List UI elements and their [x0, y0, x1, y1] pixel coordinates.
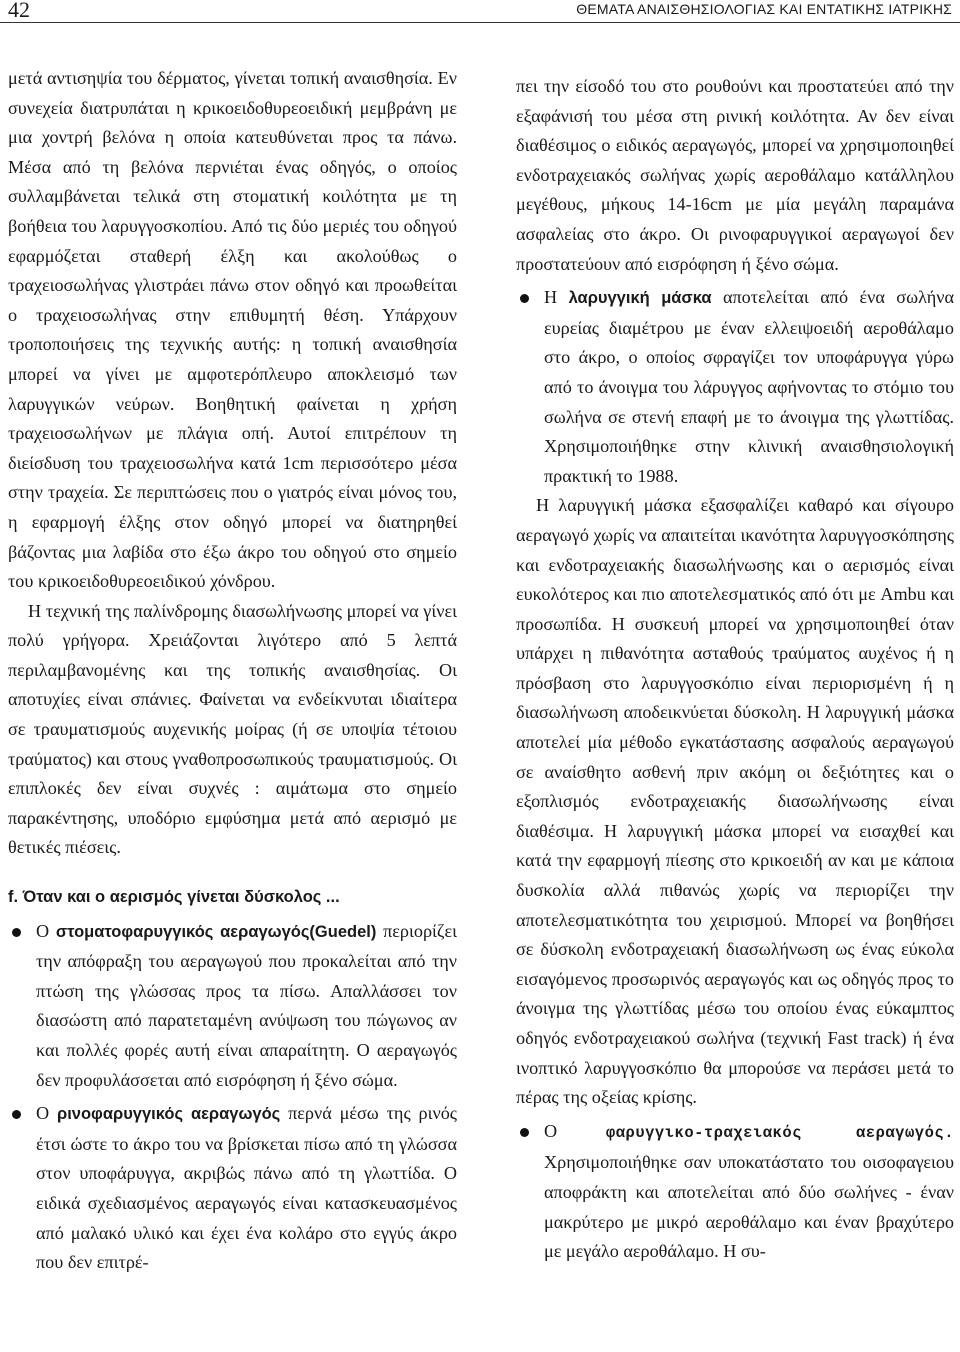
bullet-icon — [520, 1128, 529, 1137]
left-paragraph-2: Η τεχνική της παλίνδρομης διασωλήνωσης μπορεί να γίνει πολύ γρήγορα. Χρειάζονται λιγότερο από 5 λεπτά περιλαμβανομένης και της τοπικής αναισθησίας. Οι αποτυχίες είναι σπάνιες. Φαίνεται να ενδείκνυται ιδιαίτερα σε τραυματισμούς αυχενικής μοίρας (ή σε υποψία τέτοιου τραύματος) και στους γναθοπροσωπικούς τραυματισμούς. Οι επιπλοκές δεν είναι συχνές : αιμάτωμα στο σημείο παρακέντησης, υποδόριο εμφύσημα μετά από αερισμό με θετικές πιέσεις. — [8, 600, 457, 858]
running-title: ΘΕΜΑΤΑ ΑΝΑΙΣΘΗΣΙΟΛΟΓΙΑΣ ΚΑΙ ΕΝΤΑΤΙΚΗΣ ΙΑΤΡΙΚΗΣ — [576, 1, 952, 17]
bullet-prefix: Ο — [36, 1103, 50, 1124]
bullet-term: ρινοφαρυγγικός αεραγωγός — [57, 1105, 281, 1124]
bullet-text: περιορίζει την απόφραξη του αεραγωγού που προκαλείται από την πτώση της γλώσσας προς τα πίσω. Απαλλάσσει τον διασώστη από παρατεταμένη ανύψωση του πώγωνος αν και πολλές φορές αυτή είναι απαραίτητη. Ο αεραγωγός δεν προφυλάσσεται από εισρόφηση ή ξένο σώμα. — [36, 920, 457, 1090]
bullet-prefix: Ο — [36, 920, 50, 941]
section-heading: f. Όταν και ο αερισμός γίνεται δύσκολος ... — [8, 888, 340, 907]
left-paragraph-1: μετά αντισηψία του δέρματος, γίνεται τοπική αναισθησία. Εν συνεχεία διατρυπάται η κρικοειδοθυρεοειδική μεμβράνη με μια χοντρή βελόνα η οποία κατευθύνεται προς τα πάνω. Μέσα από τη βελόνα περνιέται ένας οδηγός, ο οποίος συλλαμβάνεται τελικά στη στοματική κοιλότητα με τη βοήθεια του λαρυγγοσκοπίου. Από τις δύο μεριές του οδηγού εφαρμόζεται σταθερή έλξη και ακολούθως ο τραχειοσωλήνας γλιστράει πάνω στον οδηγό και προωθείται ο τραχειοσωλήνας στην επιθυμητή θέση. Υπάρχουν τροποποιήσεις της τεχνικής αυτής: η τοπική αναισθησία μπορεί να γίνει με αμφοτερόπλευρο αποκλεισμό των λαρυγγικών νεύρων. Βοηθητική φαίνεται η χρήση τραχειοσωλήνων με πλάγια οπή. Αυτοί επιτρέπουν τη διείσδυση του τραχειοσωλήνα κατά 1cm περισσότερο μέσα στην τραχεία. Σε περιπτώσεις που ο γιατρός είναι μόνος του, η εφαρμογή έλξης στον οδηγό μπορεί να διατηρηθεί βάζοντας μια λαβίδα στο έξω άκρο του οδηγού στο σημείο του κρικοειδοθυρεοειδικού χόνδρου. — [8, 68, 457, 592]
right-column — [516, 72, 954, 1267]
bullet-term: στοματοφαρυγγικός αεραγωγός(Guedel) — [55, 922, 377, 941]
left-column — [8, 64, 457, 1278]
header-rule — [0, 22, 960, 23]
bullet-prefix: Ο — [544, 1120, 558, 1141]
bullet-term: λαρυγγική μάσκα — [568, 289, 712, 308]
bullet-nasopharyngeal — [8, 1099, 457, 1278]
bullet-pharyngotracheal — [516, 1117, 954, 1267]
bullet-term: φαρυγγικο-τραχειακός αεραγωγός. — [605, 1123, 954, 1142]
bullet-icon — [12, 928, 21, 937]
page-number: 42 — [8, 0, 30, 22]
bullet-text: Χρησιμοποιήθηκε σαν υποκατάστατο του οισοφαγειου αποφράκτη και αποτελείται από δύο σωλήνες - έναν μακρύτερο με μικρό αεροθάλαμο και έναν βραχύτερο με μεγάλο αεροθάλαμο. Η συ- — [544, 1152, 954, 1262]
bullet-icon — [12, 1110, 21, 1119]
right-paragraph-1: πει την είσοδό του στο ρουθούνι και προστατεύει από την εξαφάνισή του μέσα στη ρινική κοιλότητα. Αν δεν είναι διαθέσιμος ο ειδικός αεραγωγός, μπορεί να χρησιμοποιηθεί ενδοτραχειακός σωλήνας χωρίς αεροθάλαμο κατάλληλου μεγέθους, μήκους 14-16cm με μία μεγάλη παραμάνα ασφαλείας στο άκρο. Οι ρινοφαρυγγικοί αεραγωγοί δεν προστατεύουν από εισρόφηση ή ξένο σώμα. — [516, 76, 954, 274]
right-paragraph-2: Η λαρυγγική μάσκα εξασφαλίζει καθαρό και σίγουρο αεραγωγό χωρίς να απαιτείται ικανότητα λαρυγγοσκόπησης και ενδοτραχειακής διασωλήνωσης και ο αερισμός είναι ευκολότερος και πιο αποτελεσματικός από ότι με Ambu και προσωπίδα. Η συσκευή μπορεί να χρησιμοποιηθεί όταν υπάρχει η πιθανότητα ασταθούς τραύματος αυχένος ή η πρόσβαση στο λαρυγγοσκόπιο είναι περιορισμένη ή η διασωλήνωση αποδεικνύεται δύσκολη. Η λαρυγγική μάσκα αποτελεί μία μέθοδο εγκατάστασης ασφαλούς αεραγωγού σε αναίσθητο ασθενή πριν ακόμη οι δεξιότητες και ο εξοπλισμός ενδοτραχειακής διασωλήνωσης είναι διαθέσιμα. Η λαρυγγική μάσκα μπορεί να εισαχθεί και κατά την εφαρμογή πίεσης στο κρικοειδή αν και με κάποια δυσκολία αλλά πιθανώς χωρίς να περιορίζει την αποτελεσματικότητα του χειρισμού. Μπορεί να βοηθήσει σε δύσκολη ενδοτραχειακή διασωλήνωση ως ένας εύκολα εισαγόμενος προσωρινός αεραγωγός και ως οδηγός προς το άνοιγμα της γλωττίδας μέσω του οποίου ένας εύκαμπτος οδηγός ενδοτραχειακού σωλήνα (τεχνική Fast track) ή ένα ινοπτικό λαρυγγοσκόπιο θα μπορούσε να περάσει μετά το πέρας της οξείας κρίσης. — [516, 495, 954, 1108]
bullet-laryngeal-mask — [516, 283, 954, 491]
bullet-prefix: Η — [544, 287, 558, 308]
bullet-text: αποτελείται από ένα σωλήνα ευρείας διαμέτρου με έναν ελλειψοειδή αεροθάλαμο στο άκρο, ο οποίος σφραγίζει τον υποφάρυγγα γύρω από το άνοιγμα του λάρυγγος αφήνοντας το στόμιο του σωλήνα σε στενή επαφή με το άνοιγμα της γλωττίδας. Χρησιμοποιήθηκε στην κλινική αναισθησιολογική πρακτική το 1988. — [544, 287, 954, 486]
bullet-icon — [520, 294, 529, 303]
bullet-guedel — [8, 917, 457, 1096]
page-header — [0, 0, 960, 20]
bullet-text: περνά μέσω της ρινός έτσι ώστε το άκρο του να βρίσκεται πίσω από τη γλώσσα στον υποφάρυγγα, ακριβώς πάνω από τη γλωττίδα. Ο ειδικά σχεδιασμένος αεραγωγός είναι κατασκευασμένος από μαλακό υλικό και έχει ένα κολάρο στο εγγύς άκρο που δεν επιτρέ- — [36, 1103, 457, 1273]
